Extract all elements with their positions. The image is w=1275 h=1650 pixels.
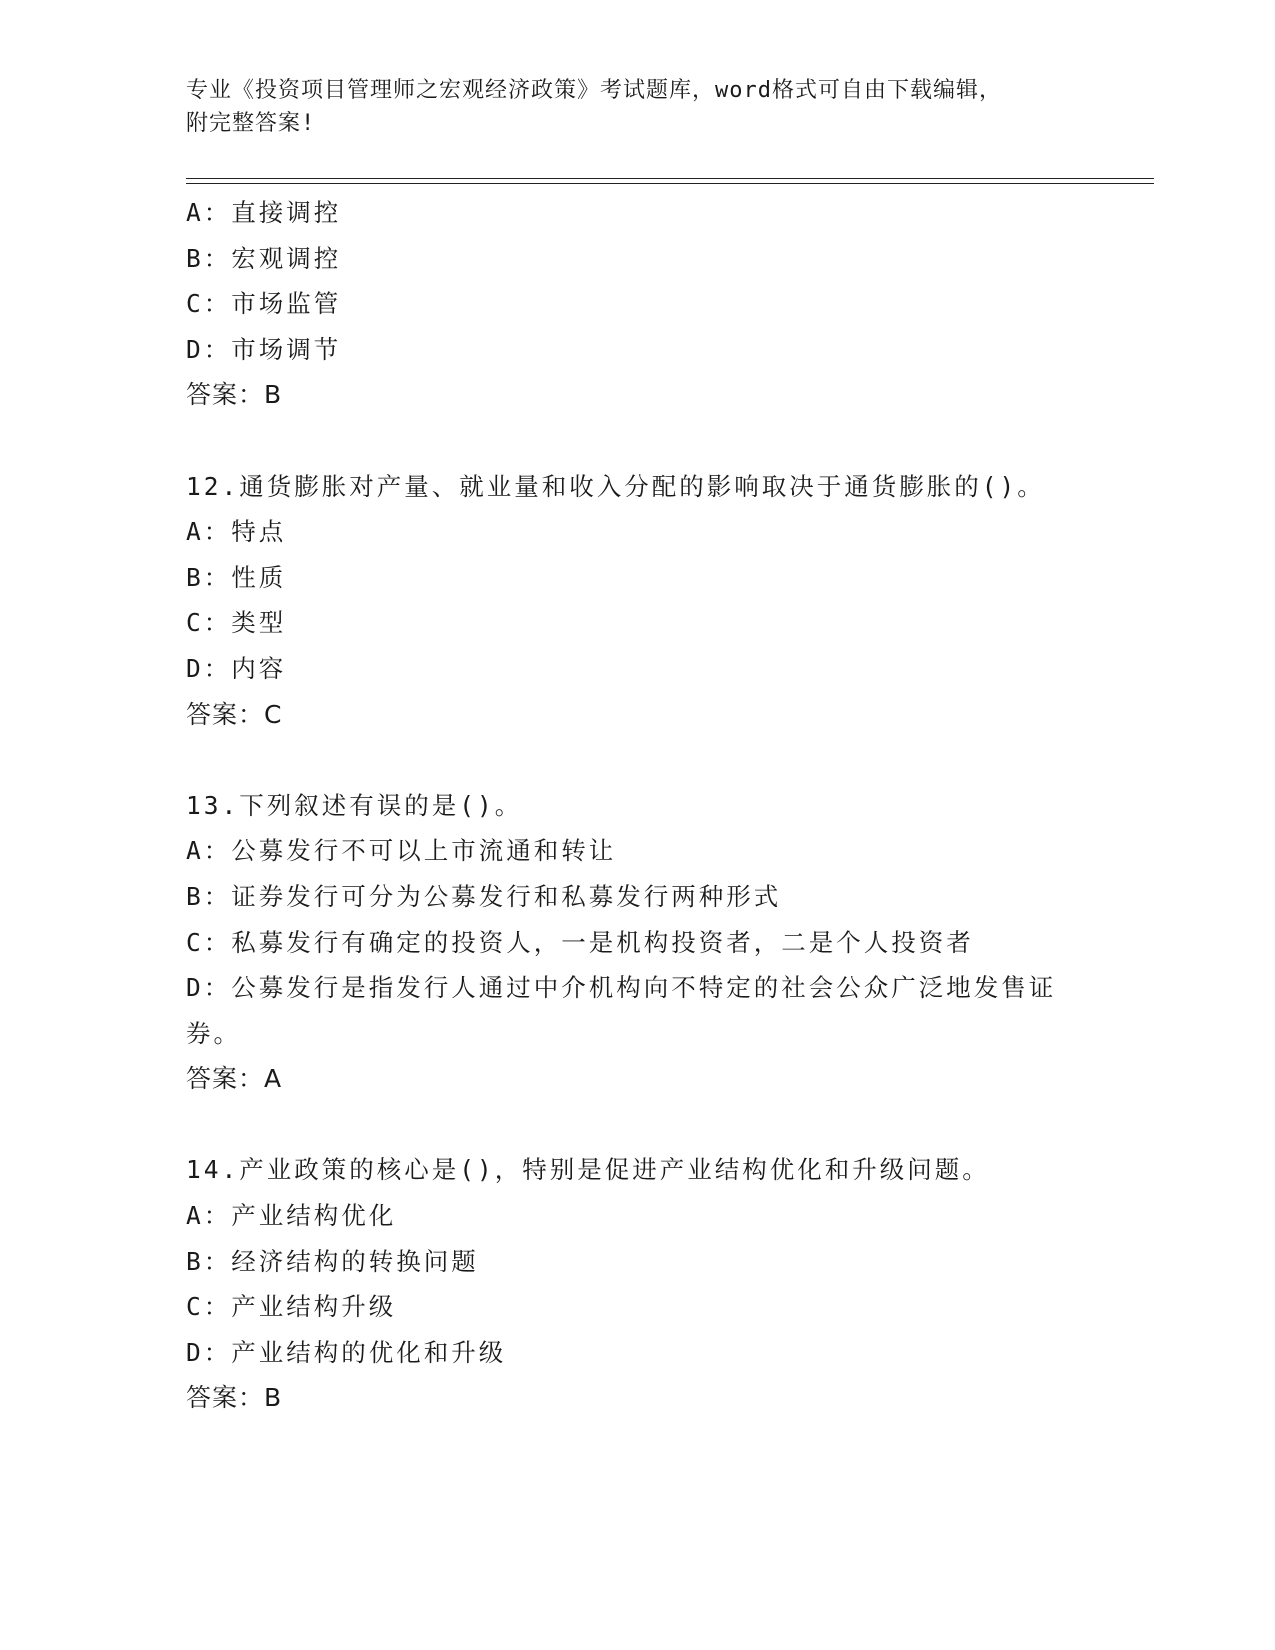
option-a: A：公募发行不可以上市流通和转让 [186, 836, 617, 866]
document-header [186, 74, 1086, 140]
spacer [186, 1102, 1086, 1148]
spacer [186, 418, 1086, 464]
option-b: B：宏观调控 [186, 243, 342, 273]
answer-line: 答案：B [186, 1383, 283, 1413]
header-divider-top [186, 178, 1154, 179]
answer-line: 答案：B [186, 380, 283, 410]
header-line-2: 附完整答案! [186, 111, 316, 136]
question-text: 12.通货膨胀对产量、就业量和收入分配的影响取决于通货膨胀的()。 [186, 471, 1045, 501]
option-c: C：市场监管 [186, 289, 342, 319]
question-list [186, 190, 1086, 1421]
question-text: 13.下列叙述有误的是()。 [186, 790, 523, 820]
option-b: B：证券发行可分为公募发行和私募发行两种形式 [186, 881, 782, 911]
option-c: C：类型 [186, 608, 287, 638]
question-text: 14.产业政策的核心是()，特别是促进产业结构优化和升级问题。 [186, 1155, 990, 1185]
option-b: B：性质 [186, 562, 287, 592]
option-b: B：经济结构的转换问题 [186, 1246, 479, 1276]
option-a: A：产业结构优化 [186, 1201, 397, 1231]
header-divider-bottom [186, 183, 1154, 184]
answer-line: 答案：A [186, 1064, 283, 1094]
answer-line: 答案：C [186, 699, 283, 729]
option-a: A：特点 [186, 517, 287, 547]
header-line-1: 专业《投资项目管理师之宏观经济政策》考试题库，word格式可自由下载编辑， [186, 78, 1002, 103]
option-d: D：公募发行是指发行人通过中介机构向不特定的社会公众广泛地发售证券。 [186, 973, 1057, 1048]
option-c: C：产业结构升级 [186, 1292, 397, 1322]
option-d: D：内容 [186, 653, 287, 683]
spacer [186, 737, 1086, 783]
question-block-continued [186, 190, 1086, 418]
option-a: A：直接调控 [186, 198, 342, 227]
option-d: D：市场调节 [186, 334, 342, 364]
question-block-14 [186, 1147, 1086, 1421]
option-c: C：私募发行有确定的投资人，一是机构投资者，二是个人投资者 [186, 927, 974, 957]
question-block-12 [186, 464, 1086, 738]
option-d: D：产业结构的优化和升级 [186, 1337, 507, 1367]
question-block-13 [186, 783, 1086, 1102]
